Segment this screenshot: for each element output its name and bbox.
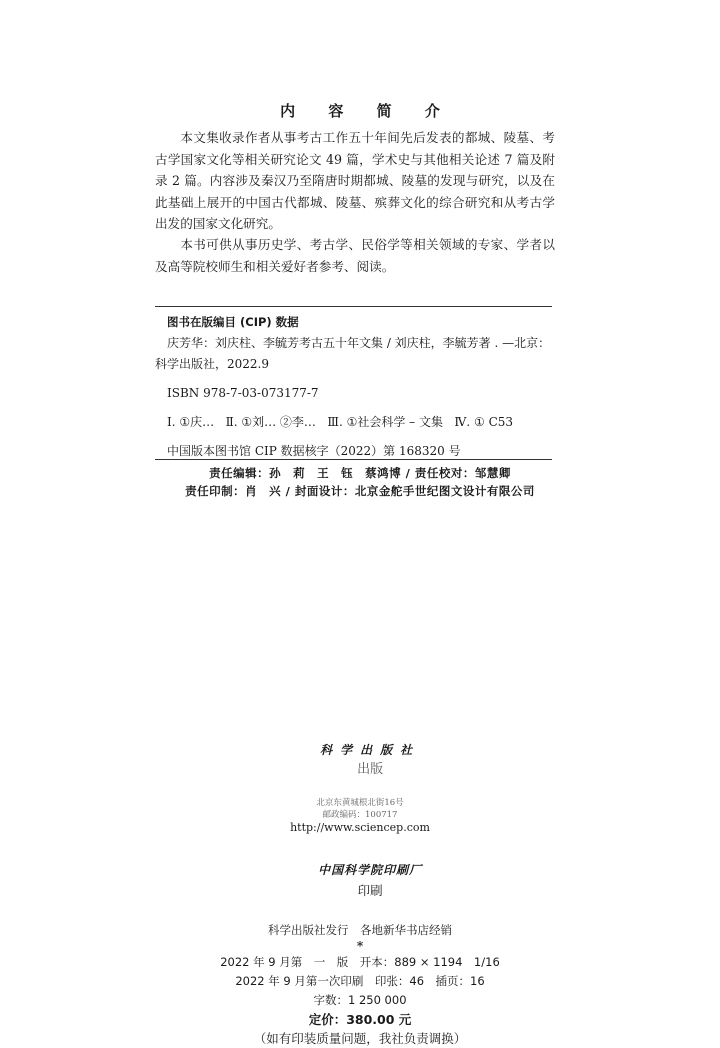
publisher-address: 北京东黄城根北街16号 [316, 798, 404, 808]
publisher-line [0, 722, 720, 797]
cip-verification: 中国版本图书馆 CIP 数据核字（2022）第 168320 号 [167, 444, 461, 458]
credits-block [0, 464, 720, 500]
price: 定价：380.00 元 [308, 1012, 412, 1027]
summary-paragraph-2 [155, 234, 555, 277]
cip-classification: Ⅰ. ①庆… Ⅱ. ①刘… ②李… Ⅲ. ①社会科学 – 文集 Ⅳ. ① C53 [167, 415, 514, 429]
printer-line [0, 839, 720, 921]
cip-isbn: ISBN 978-7-03-073177-7 [167, 386, 319, 400]
publisher-suffix: 出版 [357, 762, 384, 777]
printer-suffix: 印刷 [357, 883, 383, 898]
word-count: 字数：1 250 000 [313, 993, 407, 1007]
page-title: 内 容 简 介 [280, 102, 454, 120]
credits-editors: 责任编辑：孙 莉 王 钰 蔡鸿博 / 责任校对：邹慧卿 [209, 466, 511, 480]
colophon [0, 722, 720, 1048]
cip-heading: 图书在版编目 (CIP) 数据 [167, 315, 299, 329]
cip-top-rule [155, 306, 552, 307]
distribution-line: 科学出版社发行 各地新华书店经销 [268, 923, 452, 937]
edition-line: 2022 年 9 月第 一 版 开本：889 × 1194 1/16 [220, 955, 500, 969]
publisher-name: 科学出版社 [320, 743, 421, 757]
summary-text-2: 本书可供从事历史学、考古学、民俗学等相关领域的专家、学者以及高等院校师生和相关爱好者参考、阅读。 [155, 237, 555, 274]
publisher-url: http://www.sciencep.com [290, 821, 430, 834]
publisher-postcode: 邮政编码：100717 [322, 810, 398, 820]
summary-text-1: 本文集收录作者从事考古工作五十年间先后发表的都城、陵墓、考古学国家文化等相关研究论文 49 篇，学术史与其他相关论述 7 篇及附录 2 篇。内容涉及秦汉乃至隋唐时期都城、陵墓的发现与研究，以及在此基础上展开的中国古代都城、陵墓、殡葬文化的综合研究和从考古学出发的国家文化研究。 [155, 130, 555, 231]
cip-record-line-1: 庆芳华：刘庆柱、李毓芳考古五十年文集 / 刘庆柱，李毓芳著 . —北京： [167, 336, 551, 350]
printing-line: 2022 年 9 月第一次印刷 印张：46 插页：16 [235, 974, 485, 988]
credits-production: 责任印制：肖 兴 / 封面设计：北京金舵手世纪图文设计有限公司 [185, 484, 535, 498]
cip-block [155, 312, 555, 462]
printer-name: 中国科学院印刷厂 [318, 863, 423, 877]
separator-star: * [356, 939, 364, 953]
summary-paragraph-1 [155, 127, 555, 235]
quality-notice: （如有印装质量问题，我社负责调换） [253, 1031, 467, 1046]
cip-bottom-rule [155, 459, 552, 460]
cip-record-line-2: 科学出版社，2022.9 [155, 357, 269, 371]
